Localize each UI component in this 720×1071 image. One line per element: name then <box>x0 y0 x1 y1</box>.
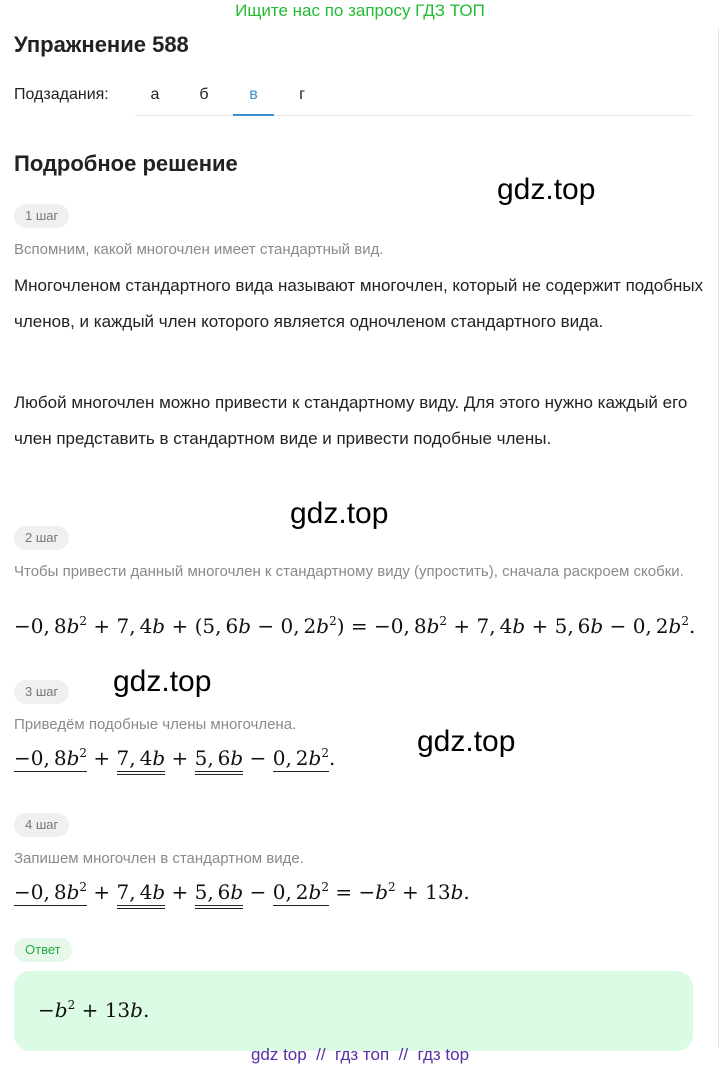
answer-badge: Ответ <box>14 938 72 962</box>
page-title: Упражнение 588 <box>14 32 189 57</box>
step-badge: 4 шаг <box>14 813 69 837</box>
footer-text: gdz top // гдз топ // гдз top <box>250 1045 470 1064</box>
step-hint: Запишем многочлен в стандартном виде. <box>14 850 304 867</box>
tab-g[interactable]: г <box>299 86 305 103</box>
step-badge: 3 шаг <box>14 680 69 704</box>
section-title: Подробное решение <box>14 151 238 176</box>
step-formula: −0, $8b^2 + 7$, 4b + 5, 6b − 0, $2b^2$. <box>14 746 335 770</box>
watermark: gdz.top <box>290 497 389 530</box>
step-paragraph: Многочленом стандартного вида называют многочлен, который не содержит подобных членов, и каждый член которого является одночленом стандартного вида. <box>14 276 704 331</box>
step-paragraph: Любой многочлен можно привести к стандартному виду. Для этого нужно каждый его член представить в стандартном виде и привести подобные члены. <box>14 393 688 448</box>
step-badge: 1 шаг <box>14 204 69 228</box>
subtasks-label: Подзадания: <box>14 86 109 103</box>
step-hint: Чтобы привести данный многочлен к стандартному виду (упростить), сначала раскроем скобки. <box>14 563 684 580</box>
tab-a[interactable]: а <box>150 86 160 103</box>
step-hint: Приведём подобные члены многочлена. <box>14 716 297 733</box>
watermark: gdz.top <box>497 173 596 206</box>
watermark: gdz.top <box>113 665 212 698</box>
step-badge: 2 шаг <box>14 526 69 550</box>
answer-formula: $-b^2 + 13b$. <box>38 998 150 1022</box>
tab-v[interactable]: в <box>233 86 274 116</box>
step-hint: Вспомним, какой многочлен имеет стандартный вид. <box>14 241 384 258</box>
watermark: gdz.top <box>417 725 516 758</box>
top-banner: Ищите нас по запросу ГДЗ ТОП <box>235 1 485 20</box>
step-formula: −0, $8b^2 + 7$, 4b + 5, 6b − 0, $2b^2 = -b^2 + 13b$. <box>14 880 470 904</box>
divider <box>718 28 719 1048</box>
step-formula: −0, $8b^2 + 7$, 4b + (5, 6b − 0, $2b^2) = -0$, $8b^2 + 7$, 4b + 5, 6b − 0, $2b^2$. <box>14 614 696 638</box>
tab-b[interactable]: б <box>199 86 209 103</box>
